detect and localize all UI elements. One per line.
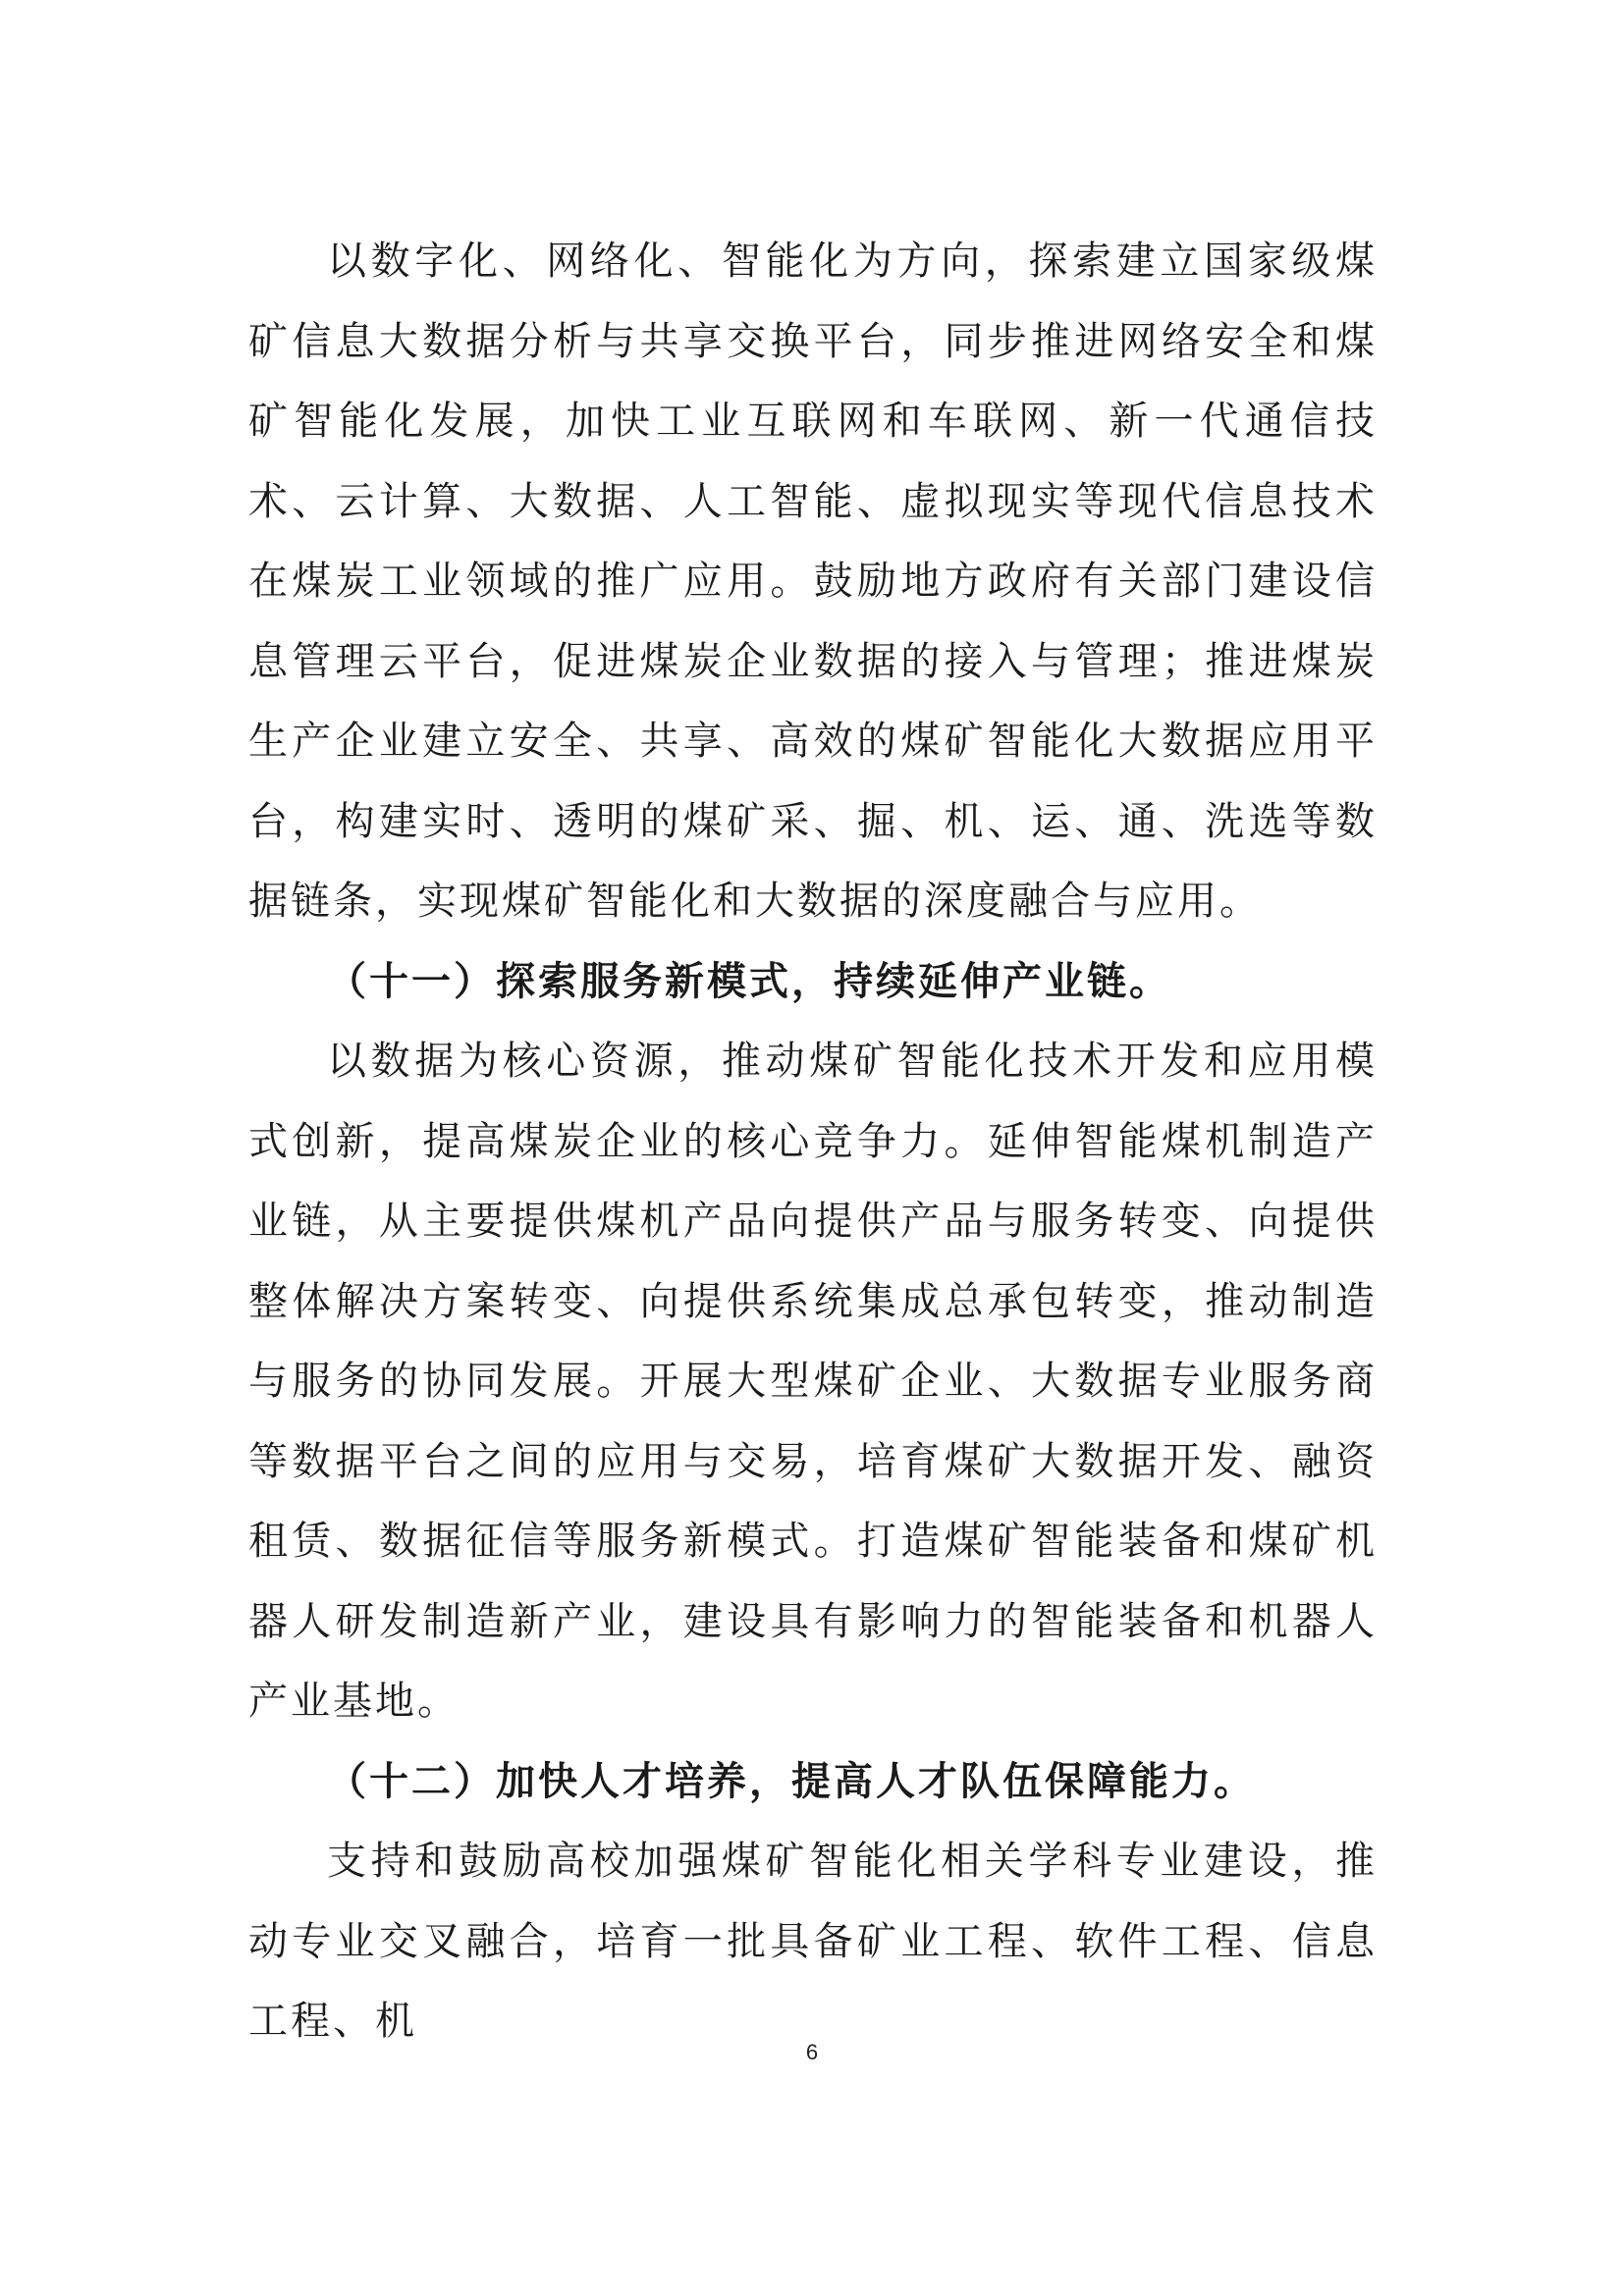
section-heading-12: （十二）加快人才培养，提高人才队伍保障能力。 (327, 1758, 1256, 1804)
paragraph-digital-platform: 以数字化、网络化、智能化为方向，探索建立国家级煤矿信息大数据分析与共享交换平台，同步推进网络安全和煤矿智能化发展，加快工业互联网和车联网、新一代通信技术、云计算、大数据、人工智能、虚拟现实等现代信息技术在煤炭工业领域的推广应用。鼓励地方政府有关部门建设信息管理云平台，促进煤炭企业数据的接入与管理；推进煤炭生产企业建立安全、共享、高效的煤矿智能化大数据应用平台，构建实时、透明的煤矿采、掘、机、运、通、洗选等数据链条，实现煤矿智能化和大数据的深度融合与应用。 (248, 239, 1378, 924)
section-heading-11: （十一）探索服务新模式，持续延伸产业链。 (327, 958, 1171, 1004)
document-body (248, 222, 1378, 2062)
paragraph-talent-training: 支持和鼓励高校加强煤矿智能化相关学科专业建设，推动专业交叉融合，培育一批具备矿业工程、软件工程、信息工程、机 (248, 1839, 1378, 2044)
paragraph-service-model: 以数据为核心资源，推动煤矿智能化技术开发和应用模式创新，提高煤炭企业的核心竞争力。延伸智能煤机制造产业链，从主要提供煤机产品向提供产品与服务转变、向提供整体解决方案转变、向提供系统集成总承包转变，推动制造与服务的协同发展。开展大型煤矿企业、大数据专业服务商等数据平台之间的应用与交易，培育煤矿大数据开发、融资租赁、数据征信等服务新模式。打造煤矿智能装备和煤矿机器人研发制造新产业，建设具有影响力的智能装备和机器人产业基地。 (248, 1039, 1378, 1724)
page-number: 6 (805, 2040, 819, 2064)
